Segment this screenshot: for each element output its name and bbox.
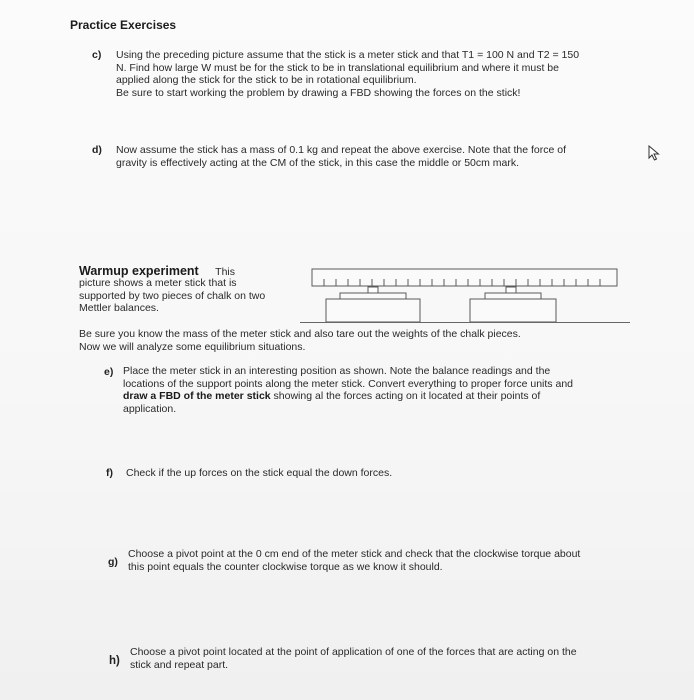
item-c-line-4: Be sure to start working the problem by drawing a FBD showing the forces on the stick! <box>116 86 521 99</box>
item-e-bold-part: draw a FBD of the meter stick <box>123 390 271 403</box>
warmup-intro <box>79 277 265 315</box>
item-c-text <box>116 49 579 99</box>
item-e-line-1: Place the meter stick in an interesting position as shown. Note the balance readings and the <box>123 365 551 377</box>
item-f-label: f) <box>106 467 113 479</box>
warmup-note-line-1: Be sure you know the mass of the meter stick and also tare out the weights of the chalk pieces. <box>79 328 521 340</box>
item-e-label: e) <box>104 366 114 378</box>
warmup-intro-line-3: Mettler balances. <box>79 302 159 315</box>
warmup-intro-first: This <box>215 266 235 278</box>
item-d-line-2: gravity is effectively acting at the CM of the stick, in this case the middle or 50cm mark. <box>116 156 520 169</box>
right-chalk <box>506 287 516 293</box>
warmup-intro-line-1: picture shows a meter stick that is <box>79 277 237 289</box>
item-d-label: d) <box>92 144 102 156</box>
warmup-note-line-2: Now we will analyze some equilibrium situations. <box>79 340 306 353</box>
item-c-line-3: applied along the stick for the stick to be in rotational equilibrium. <box>116 74 417 87</box>
item-e-text <box>123 365 573 415</box>
item-h-label: h) <box>109 655 120 667</box>
item-h-line-2: stick and repeat part. <box>130 658 229 671</box>
left-balance <box>326 293 420 322</box>
item-e-line-3 <box>123 390 573 403</box>
meter-stick-diagram <box>300 264 630 328</box>
item-e-line-4: application. <box>123 402 177 415</box>
item-e-line-2: locations of the support points along the meter stick. Convert everything to proper force units and <box>123 377 573 390</box>
item-g-line-2: this point equals the counter clockwise torque as we know it should. <box>128 560 443 573</box>
warmup-heading: Warmup experiment <box>79 264 199 278</box>
meter-stick <box>312 269 617 286</box>
mouse-pointer-icon <box>648 145 662 161</box>
warmup-note <box>79 328 521 353</box>
item-c-line-1: Using the preceding picture assume that the stick is a meter stick and that T1 = 100 N and T2 = 150 <box>116 49 580 61</box>
item-c-label: c) <box>92 49 102 61</box>
item-f-text <box>126 467 392 480</box>
item-h-line-1: Choose a pivot point located at the point of application of one of the forces that are acting on the <box>130 646 577 658</box>
left-chalk <box>368 287 378 293</box>
item-d-line-1: Now assume the stick has a mass of 0.1 kg and repeat the above exercise. Note that the force of <box>116 144 566 156</box>
item-c-line-2: N. Find how large W must be for the stick to be in translational equilibrium and where it must be <box>116 61 559 74</box>
item-g-line-1: Choose a pivot point at the 0 cm end of the meter stick and check that the clockwise torque about <box>128 548 581 560</box>
item-d-text <box>116 144 566 169</box>
warmup-intro-line-2: supported by two pieces of chalk on two <box>79 289 266 302</box>
item-g-label: g) <box>108 556 118 568</box>
item-f-line-1: Check if the up forces on the stick equal the down forces. <box>126 467 393 479</box>
right-balance <box>470 293 556 322</box>
item-g-text <box>128 548 580 573</box>
page-title: Practice Exercises <box>70 18 177 32</box>
item-h-text <box>130 646 577 671</box>
item-e-line-3-rest: showing al the forces acting on it located at their points of <box>270 390 541 403</box>
